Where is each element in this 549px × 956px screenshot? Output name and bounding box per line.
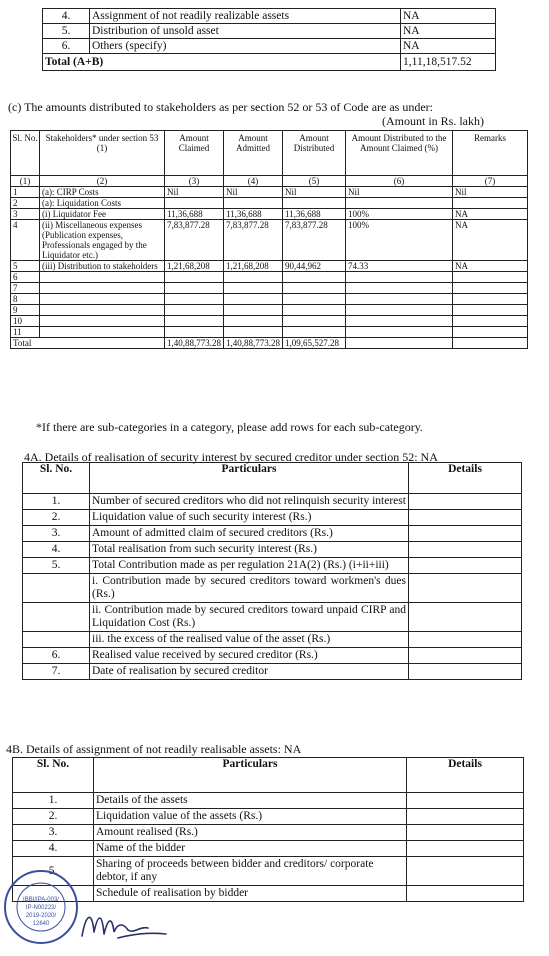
column-number: (5)	[283, 176, 346, 187]
row-remarks: NA	[453, 261, 528, 272]
row-amount-distributed	[283, 283, 346, 294]
header-amount-claimed: Amount Claimed	[165, 131, 224, 176]
row-sl-no	[23, 603, 90, 632]
table-row	[11, 272, 528, 283]
row-amount-claimed	[165, 198, 224, 209]
row-stakeholder	[40, 294, 165, 305]
row-distribution-percent: Nil	[346, 187, 453, 198]
row-remarks	[453, 294, 528, 305]
row-remarks	[453, 327, 528, 338]
section-4b-heading: 4B. Details of assignment of not readily realisable assets: NA	[6, 742, 302, 756]
row-sl-no: 7	[11, 283, 40, 294]
row-amount-claimed: Nil	[165, 187, 224, 198]
column-number: (1)	[11, 176, 40, 187]
row-particular: Schedule of realisation by bidder	[94, 886, 407, 902]
header-sl-no: Sl. No.	[23, 463, 90, 494]
table-row	[11, 209, 528, 220]
row-stakeholder	[40, 327, 165, 338]
row-distribution-percent: 74.33	[346, 261, 453, 272]
column-number: (2)	[40, 176, 165, 187]
row-amount-claimed: 7,83,877.28	[165, 220, 224, 261]
row-distribution-percent: 100%	[346, 209, 453, 220]
total-admitted: 1,40,88,773.28	[224, 338, 283, 349]
row-amount-admitted	[224, 294, 283, 305]
table-row	[43, 24, 496, 39]
table-row	[13, 886, 524, 902]
column-number: (7)	[453, 176, 528, 187]
row-amount-distributed	[283, 305, 346, 316]
section-c-heading: (c) The amounts distributed to stakeholders as per section 52 or 53 of Code are as under:	[8, 100, 433, 114]
row-amount-admitted: Nil	[224, 187, 283, 198]
row-sl-no: 4.	[13, 841, 94, 857]
row-remarks	[453, 283, 528, 294]
row-amount-claimed	[165, 283, 224, 294]
table-row	[23, 648, 522, 664]
table-row	[11, 283, 528, 294]
row-distribution-percent	[346, 305, 453, 316]
total-distributed: 1,09,65,527.28	[283, 338, 346, 349]
row-particular: Assignment of not readily realizable assets	[90, 9, 401, 24]
table-row	[11, 261, 528, 272]
table-row	[23, 510, 522, 526]
row-details	[409, 632, 522, 648]
row-particular: Date of realisation by secured creditor	[90, 664, 409, 680]
row-details	[409, 542, 522, 558]
row-distribution-percent	[346, 327, 453, 338]
row-sl-no: 3	[11, 209, 40, 220]
row-details	[409, 526, 522, 542]
row-value: NA	[401, 24, 496, 39]
row-particular: i. Contribution made by secured creditors toward workmen's dues (Rs.)	[90, 574, 409, 603]
row-details	[409, 494, 522, 510]
table-row	[23, 494, 522, 510]
table-row	[23, 603, 522, 632]
row-amount-claimed: 11,36,688	[165, 209, 224, 220]
header-remarks: Remarks	[453, 131, 528, 176]
svg-text:IP-N00223/: IP-N00223/	[25, 905, 57, 911]
row-particular: Amount realised (Rs.)	[94, 825, 407, 841]
total-label: Total (A+B)	[43, 54, 401, 71]
row-sl-no: 1.	[13, 793, 94, 809]
row-value: NA	[401, 9, 496, 24]
row-amount-admitted	[224, 316, 283, 327]
row-stakeholder: (iii) Distribution to stakeholders	[40, 261, 165, 272]
total-row	[11, 338, 528, 349]
row-particular: Realised value received by secured creditor (Rs.)	[90, 648, 409, 664]
row-remarks: NA	[453, 209, 528, 220]
column-number: (4)	[224, 176, 283, 187]
row-stakeholder	[40, 316, 165, 327]
row-sl-no: 7.	[23, 664, 90, 680]
header-particulars: Particulars	[90, 463, 409, 494]
total-remarks	[453, 338, 528, 349]
table-header-row	[13, 758, 524, 793]
total-row	[43, 54, 496, 71]
row-sl-no: 3.	[23, 526, 90, 542]
row-amount-distributed: 11,36,688	[283, 209, 346, 220]
row-particular: Others (specify)	[90, 39, 401, 54]
row-details	[409, 574, 522, 603]
row-amount-admitted: 11,36,688	[224, 209, 283, 220]
row-particular: Liquidation value of such security interest (Rs.)	[90, 510, 409, 526]
sub-category-footnote: *If there are sub-categories in a category, please add rows for each sub-category.	[36, 420, 423, 434]
table-row	[43, 39, 496, 54]
row-sl-no: 2	[11, 198, 40, 209]
row-distribution-percent	[346, 283, 453, 294]
row-remarks	[453, 305, 528, 316]
table-row	[13, 825, 524, 841]
row-sl-no: 5	[11, 261, 40, 272]
header-sl-no: Sl. No.	[11, 131, 40, 176]
row-amount-distributed	[283, 198, 346, 209]
row-sl-no: 8	[11, 294, 40, 305]
row-sl-no: 5.	[13, 857, 94, 886]
row-distribution-percent	[346, 272, 453, 283]
row-stakeholder	[40, 272, 165, 283]
signature	[78, 904, 168, 944]
table-row	[11, 220, 528, 261]
header-details: Details	[409, 463, 522, 494]
row-remarks	[453, 198, 528, 209]
row-distribution-percent	[346, 198, 453, 209]
row-details	[407, 886, 524, 902]
table-row	[23, 574, 522, 603]
row-details	[409, 664, 522, 680]
row-details	[409, 558, 522, 574]
professional-seal-stamp	[2, 868, 80, 946]
row-amount-claimed	[165, 316, 224, 327]
header-amount-distributed: Amount Distributed	[283, 131, 346, 176]
row-sl-no: 6	[11, 272, 40, 283]
row-amount-admitted	[224, 272, 283, 283]
row-amount-admitted	[224, 305, 283, 316]
row-amount-admitted	[224, 283, 283, 294]
table-header-row	[23, 463, 522, 494]
table-row	[23, 526, 522, 542]
row-sl-no: 6.	[23, 648, 90, 664]
row-details	[409, 648, 522, 664]
row-distribution-percent: 100%	[346, 220, 453, 261]
table-row	[11, 316, 528, 327]
table-row	[11, 294, 528, 305]
row-sl-no	[23, 574, 90, 603]
total-label: Total	[11, 338, 165, 349]
row-amount-claimed	[165, 294, 224, 305]
row-stakeholder: (i) Liquidator Fee	[40, 209, 165, 220]
table-row	[23, 558, 522, 574]
row-amount-admitted: 1,21,68,208	[224, 261, 283, 272]
table-row	[23, 542, 522, 558]
row-sl-no	[23, 632, 90, 648]
row-stakeholder: (a): Liquidation Costs	[40, 198, 165, 209]
table-row	[23, 664, 522, 680]
asset-assignment-table	[12, 757, 524, 902]
row-details	[409, 510, 522, 526]
row-sl-no: 9	[11, 305, 40, 316]
row-particular: Number of secured creditors who did not relinquish security interest	[90, 494, 409, 510]
total-value: 1,11,18,517.52	[401, 54, 496, 71]
row-sl-no: 10	[11, 316, 40, 327]
row-sl-no: 2.	[23, 510, 90, 526]
row-number: 6.	[43, 39, 90, 54]
row-details	[407, 825, 524, 841]
amount-unit-note: (Amount in Rs. lakh)	[382, 114, 484, 128]
row-particular: iii. the excess of the realised value of the asset (Rs.)	[90, 632, 409, 648]
svg-text:2019-2020/: 2019-2020/	[25, 913, 57, 919]
row-details	[407, 809, 524, 825]
row-particular: Name of the bidder	[94, 841, 407, 857]
row-stakeholder: (a): CIRP Costs	[40, 187, 165, 198]
row-remarks: Nil	[453, 187, 528, 198]
row-number: 5.	[43, 24, 90, 39]
row-distribution-percent	[346, 316, 453, 327]
row-particular: Details of the assets	[94, 793, 407, 809]
row-sl-no: 1	[11, 187, 40, 198]
total-percent	[346, 338, 453, 349]
header-details: Details	[407, 758, 524, 793]
row-details	[407, 793, 524, 809]
section-4a-heading: 4A. Details of realisation of security interest by secured creditor under section 52: NA	[24, 450, 438, 464]
row-sl-no: 3.	[13, 825, 94, 841]
table-row	[13, 857, 524, 886]
svg-text:12640: 12640	[32, 921, 50, 927]
column-number: (6)	[346, 176, 453, 187]
row-remarks	[453, 316, 528, 327]
distribution-summary-table	[42, 8, 496, 71]
row-amount-distributed: 7,83,877.28	[283, 220, 346, 261]
column-number: (3)	[165, 176, 224, 187]
row-amount-distributed: 90,44,962	[283, 261, 346, 272]
row-amount-claimed: 1,21,68,208	[165, 261, 224, 272]
table-row	[13, 809, 524, 825]
row-amount-distributed	[283, 327, 346, 338]
row-amount-claimed	[165, 272, 224, 283]
row-amount-admitted	[224, 198, 283, 209]
row-sl-no: 5.	[23, 558, 90, 574]
table-row	[11, 327, 528, 338]
row-stakeholder	[40, 283, 165, 294]
row-details	[409, 603, 522, 632]
row-sl-no: 2.	[13, 809, 94, 825]
table-row	[23, 632, 522, 648]
header-amount-admitted: Amount Admitted	[224, 131, 283, 176]
row-sl-no: 4.	[23, 542, 90, 558]
stakeholder-distribution-table	[10, 130, 528, 349]
row-value: NA	[401, 39, 496, 54]
table-header-row	[11, 131, 528, 176]
table-row	[11, 305, 528, 316]
header-particulars: Particulars	[94, 758, 407, 793]
row-sl-no: 4	[11, 220, 40, 261]
row-particular: Total realisation from such security interest (Rs.)	[90, 542, 409, 558]
table-row	[11, 187, 528, 198]
row-details	[407, 857, 524, 886]
row-remarks	[453, 272, 528, 283]
row-distribution-percent	[346, 294, 453, 305]
row-amount-claimed	[165, 305, 224, 316]
row-particular: Amount of admitted claim of secured creditors (Rs.)	[90, 526, 409, 542]
row-particular: Liquidation value of the assets (Rs.)	[94, 809, 407, 825]
column-number-row	[11, 176, 528, 187]
header-sl-no: Sl. No.	[13, 758, 94, 793]
header-distribution-percent: Amount Distributed to the Amount Claimed (%)	[346, 131, 453, 176]
total-claimed: 1,40,88,773.28	[165, 338, 224, 349]
header-stakeholders: Stakeholders* under section 53 (1)	[40, 131, 165, 176]
row-amount-claimed	[165, 327, 224, 338]
row-amount-distributed: Nil	[283, 187, 346, 198]
row-amount-admitted: 7,83,877.28	[224, 220, 283, 261]
row-amount-distributed	[283, 272, 346, 283]
security-interest-table	[22, 462, 522, 680]
svg-text:IBBI/IPA-003/: IBBI/IPA-003/	[23, 897, 59, 903]
row-sl-no: 11	[11, 327, 40, 338]
row-amount-admitted	[224, 327, 283, 338]
table-row	[11, 198, 528, 209]
row-remarks: NA	[453, 220, 528, 261]
row-number: 4.	[43, 9, 90, 24]
row-amount-distributed	[283, 316, 346, 327]
row-stakeholder: (ii) Miscellaneous expenses (Publication expenses, Professionals engaged by the Liquidator etc.)	[40, 220, 165, 261]
table-row	[43, 9, 496, 24]
row-amount-distributed	[283, 294, 346, 305]
table-row	[13, 793, 524, 809]
row-stakeholder	[40, 305, 165, 316]
row-particular: ii. Contribution made by secured creditors toward unpaid CIRP and Liquidation Cost (Rs.)	[90, 603, 409, 632]
row-details	[407, 841, 524, 857]
table-row	[13, 841, 524, 857]
row-sl-no: 1.	[23, 494, 90, 510]
row-particular: Sharing of proceeds between bidder and creditors/ corporate debtor, if any	[94, 857, 407, 886]
row-particular: Distribution of unsold asset	[90, 24, 401, 39]
row-particular: Total Contribution made as per regulation 21A(2) (Rs.) (i+ii+iii)	[90, 558, 409, 574]
